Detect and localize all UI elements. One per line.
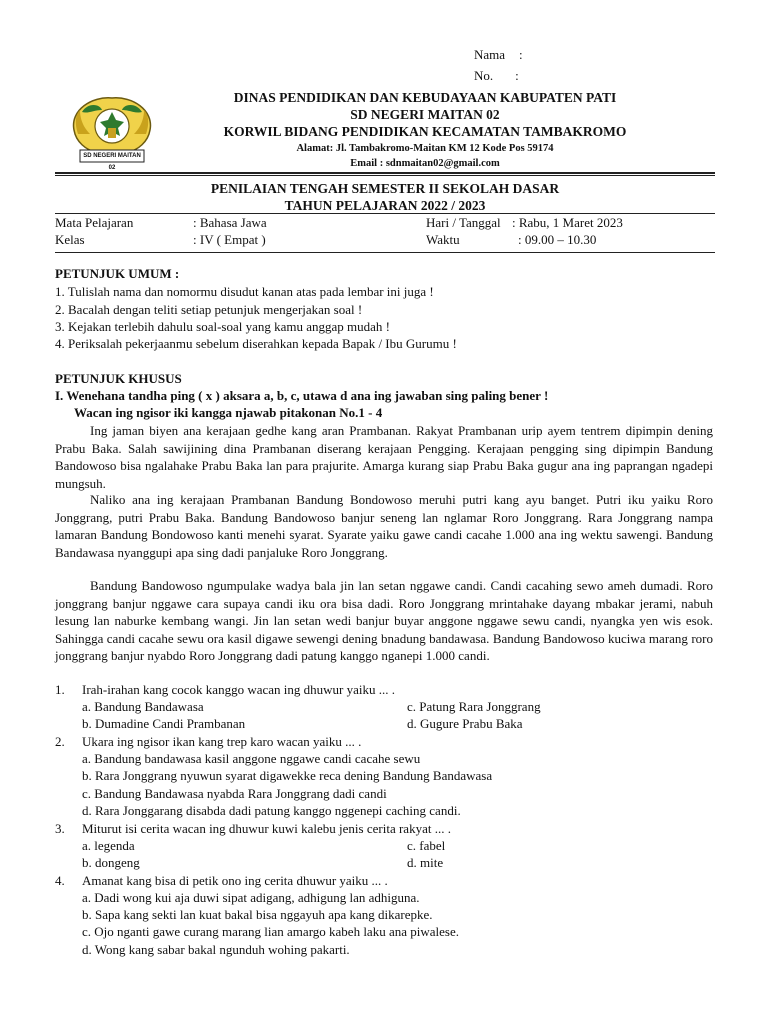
general-instruction-item: 2. Bacalah dengan teliti setiap petunjuk mengerjakan soal ! — [55, 302, 363, 317]
question-text: Amanat kang bisa di petik ono ing cerita dhuwur yaiku ... . — [82, 873, 388, 888]
reading-paragraph-2: Naliko ana ing kerajaan Prambanan Bandung Bondowoso meruhi putri kang ayu banget. Putri iku yaiku Roro Jonggrang, putri Prabu Baka. Bandung Bandowoso banjur seneng lan nglamar Roro Jonggrang. Rara Jonggrang nampa lamaran Bandung Bondowoso kanti menehi syarat. Syarate yaiku gawe candi cacahe 1.000 ana ing wektu sawengi. Bandung Bandawasa nyanggupi apa sing dadi panjaluke Roro Jonggrang. — [55, 492, 713, 560]
answer-option[interactable]: d. Gugure Prabu Baka — [407, 716, 523, 731]
school-logo-caption: SD NEGERI MAITAN 02 — [83, 153, 141, 171]
time-label: Waktu — [426, 232, 460, 247]
answer-option[interactable]: d. Wong kang sabar bakal ngunduh wohing pakarti. — [82, 942, 350, 957]
answer-option[interactable]: b. Dumadine Candi Prambanan — [82, 716, 246, 731]
question-number: 2. — [55, 734, 65, 749]
subject-label: Mata Pelajaran — [55, 215, 134, 230]
exam-year: TAHUN PELAJARAN 2022 / 2023 — [284, 198, 486, 213]
answer-option[interactable]: c. Patung Rara Jonggrang — [407, 699, 541, 714]
general-instructions-heading: PETUNJUK UMUM : — [55, 266, 180, 281]
class-value: : IV ( Empat ) — [193, 232, 266, 247]
header-address: Alamat: Jl. Tambakromo-Maitan KM 12 Kode Pos 59174 — [296, 143, 554, 154]
special-instruction: I. Wenehana tandha ping ( x ) aksara a, b, c, utawa d ana ing jawaban sing paling bener ! — [55, 388, 549, 403]
time-value: : 09.00 – 10.30 — [518, 232, 597, 247]
answer-option[interactable]: a. Dadi wong kui aja duwi sipat adigang, adhigung lan adhiguna. — [82, 890, 420, 905]
number-label: No. : — [474, 68, 519, 83]
exam-title: PENILAIAN TENGAH SEMESTER II SEKOLAH DASAR — [210, 181, 560, 196]
date-label: Hari / Tanggal — [426, 215, 501, 230]
question-text: Miturut isi cerita wacan ing dhuwur kuwi kalebu jenis cerita rakyat ... . — [82, 821, 451, 836]
reading-paragraph-1: Ing jaman biyen ana kerajaan gedhe kang aran Prambanan. Rakyat Prambanan urip ayem tentrem dipimpin dening Prabu Baka. Salah sawijining dina Prambanan diserang kerajaan Pengging. Kerajaan pengging sing dipimpin Bandung Bandowoso bisa ngalahake Prabu Baka lan para prajurite. Amarga kurang siap Prabu Baka gugur ana ing paprangan ngadepi mungsuh. — [55, 423, 713, 491]
answer-option[interactable]: c. fabel — [407, 838, 446, 853]
general-instruction-item: 1. Tulislah nama dan nomormu disudut kanan atas pada lembar ini juga ! — [55, 284, 434, 299]
subject-value: : Bahasa Jawa — [193, 215, 267, 230]
name-label: Nama : — [474, 47, 523, 62]
answer-option[interactable]: a. legenda — [82, 838, 135, 853]
question-text: Irah-irahan kang cocok kanggo wacan ing dhuwur yaiku ... . — [82, 682, 395, 697]
header-divider — [55, 172, 715, 174]
general-instruction-item: 3. Kejakan terlebih dahulu soal-soal yang kamu anggap mudah ! — [55, 319, 391, 334]
info-divider — [55, 252, 715, 253]
school-logo — [64, 92, 160, 171]
answer-option[interactable]: a. Bandung bandawasa kasil anggone nggawe candi cacahe sewu — [82, 751, 421, 766]
header-line-1: DINAS PENDIDIKAN DAN KEBUDAYAAN KABUPATEN PATI — [233, 90, 617, 105]
question-number: 4. — [55, 873, 65, 888]
header-line-3: KORWIL BIDANG PENDIDIKAN KECAMATAN TAMBAKROMO — [223, 124, 627, 139]
answer-option[interactable]: b. Sapa kang sekti lan kuat bakal bisa nggayuh apa kang dikarepke. — [82, 907, 433, 922]
date-value: : Rabu, 1 Maret 2023 — [512, 215, 623, 230]
header-email: Email : sdnmaitan02@gmail.com — [350, 158, 500, 169]
special-instructions-heading: PETUNJUK KHUSUS — [55, 371, 182, 386]
answer-option[interactable]: c. Bandung Bandawasa nyabda Rara Jonggrang dadi candi — [82, 786, 387, 801]
header-divider-thin — [55, 175, 715, 176]
answer-option[interactable]: a. Bandung Bandawasa — [82, 699, 204, 714]
header-line-2: SD NEGERI MAITAN 02 — [350, 107, 500, 122]
reading-paragraph-3: Bandung Bandowoso ngumpulake wadya bala jin lan setan nggawe candi. Candi cacahing sewo ameh dumadi. Roro jonggrang banjur nggawe cara supaya candi iku ora bisa dadi. Roro Jonggrang mrintahake dayang mbakar jerami, nabuh lesung lan naburke kembang wangi. Jin lan setan wedi banjur buyar anggone nggawe sewu candi, nyangka yen wis esok. Sahingga candi cacahe sewu ora kasil digawe sewengi dening bnadung bandawasa. Bandung Bandowoso kuciwa marang roro jonggrang banjur nyabdo Roro Jonggrang dadi patung kanggo nganepi 1.000 candi. — [55, 578, 713, 664]
question-text: Ukara ing ngisor ikan kang trep karo wacan yaiku ... . — [82, 734, 362, 749]
question-number: 1. — [55, 682, 65, 697]
class-label: Kelas — [55, 232, 85, 247]
answer-option[interactable]: d. mite — [407, 855, 444, 870]
answer-option[interactable]: b. Rara Jonggrang nyuwun syarat digawekke reca dening Bandung Bandawasa — [82, 768, 493, 783]
general-instruction-item: 4. Periksalah pekerjaanmu sebelum diserahkan kepada Bapak / Ibu Gurumu ! — [55, 336, 457, 351]
reading-instruction: Wacan ing ngisor iki kangga njawab pitakonan No.1 - 4 — [74, 405, 383, 420]
answer-option[interactable]: c. Ojo nganti gawe curang marang lian amargo kabeh laku ana piwalese. — [82, 924, 459, 939]
answer-option[interactable]: d. Rara Jonggarang disabda dadi patung kanggo nggenepi caching candi. — [82, 803, 461, 818]
question-number: 3. — [55, 821, 65, 836]
answer-option[interactable]: b. dongeng — [82, 855, 140, 870]
